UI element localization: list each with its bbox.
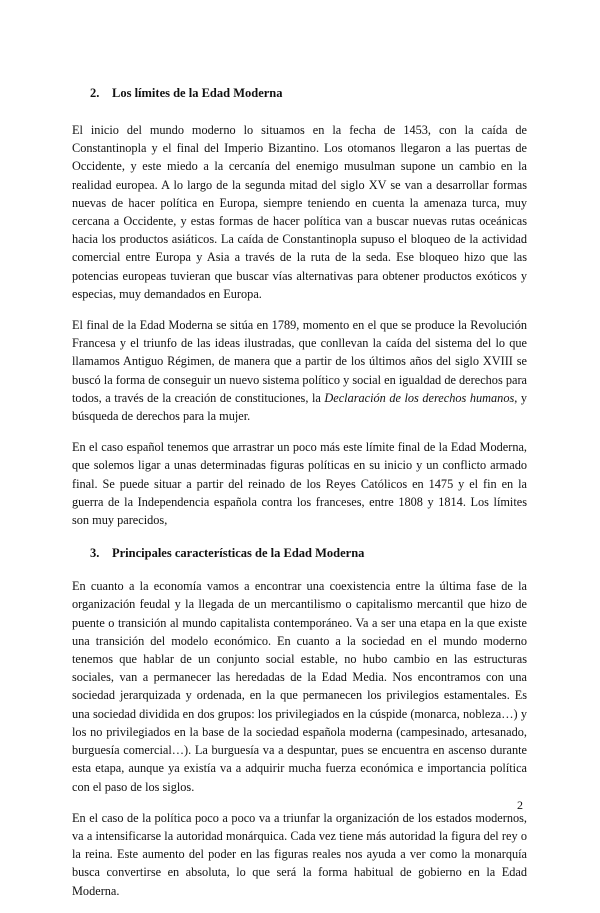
section-heading-characteristics <box>90 545 527 561</box>
section-title: Los límites de la Edad Moderna <box>112 86 283 100</box>
paragraph: En cuanto a la economía vamos a encontrar una coexistencia entre la última fase de la organización feudal y la llegada de un mercantilismo o capitalismo mercantil que hizo de puente o transición al mundo capitalista contemporáneo. Va a ser una etapa en la que existe una transición del modelo económico. En cuanto a la sociedad en el mundo moderno tenemos que hablar de un conjunto social estable, no hubo cambio en las estructuras sociales, van a permanecer las heredadas de la Edad Media. Nos encontramos con una sociedad jerarquizada y ordenada, en la que permanecen los privilegios estamentales. Es una sociedad dividida en dos grupos: los privilegiados en la cúspide (monarca, nobleza…) y los no privilegiados en la base de la sociedad española moderna (campesinado, artesanado, burguesía comercial…). La burguesía va a despuntar, pues se encuentra en ascenso durante esta etapa, aunque ya existía va a adquirir mucha fuerza económica e importancia política con el paso de los siglos. <box>72 579 527 794</box>
page-content <box>72 85 527 913</box>
italic-title: Declaración de los derechos humanos <box>324 390 515 405</box>
paragraph-text: El final de la Edad Moderna se sitúa en 1789, momento en el que se produce la Revolución Francesa y el triunfo de las ideas ilustradas, que conllevan la caída del sistema del lo que llamamos Antiguo Régimen, de manera que a partir de los últimos años del siglo XVIII se buscó la forma de conseguir un nuevo sistema político y social en igualdad de derechos para todos, a través de la creación de constituciones, la <box>72 318 527 405</box>
page-number: 2 <box>517 798 523 812</box>
section-number: 2. <box>90 86 100 100</box>
paragraph: En el caso español tenemos que arrastrar un poco más este límite final de la Edad Moderna, que solemos ligar a unas determinadas figuras políticas en su inicio y un conflicto armado final. Se puede situar a partir del reinado de los Reyes Católicos en 1475 y el fin en la guerra de la Independencia española contra los franceses, entre 1808 y 1814. Los límites son muy parecidos, <box>72 440 527 528</box>
paragraph: El inicio del mundo moderno lo situamos en la fecha de 1453, con la caída de Constantinopla y el final del Imperio Bizantino. Los otomanos llegaron a las puertas de Occidente, y este miedo a la cercanía del enemigo musulman supone un cambio en la realidad europea. A lo largo de la segunda mitad del siglo XV se van a desarrollar formas nuevas de hacer política en Europa, siempre teniendo en cuenta la amenaza turca, muy cercana a Occidente, y estas formas de hacer política van a buscar nuevas rutas oceánicas hacia los productos asiáticos. La caída de Constantinopla supuso el bloqueo de la actividad comercial entre Europa y Asia a través de la ruta de la seda. Ese bloqueo hizo que las potencias europeas tuvieran que buscar vías alternativas para obtener productos exóticos y especias, muy demandados en Europa. <box>72 123 527 301</box>
paragraph <box>72 316 527 425</box>
paragraph-text: , y búsqueda de derechos para la mujer. <box>72 390 528 424</box>
section-number: 3. <box>90 546 100 561</box>
section-heading-limits <box>90 85 527 101</box>
paragraph: En el caso de la política poco a poco va a triunfar la organización de los estados modernos, va a intensificarse la autoridad monárquica. Cada vez tiene más autoridad la figura del rey o la reina. Este aumento del poder en las figuras reales nos ayuda a ver como la monarquía busca convertirse en absoluta, lo que será la forma habitual de gobierno en la Edad Moderna. <box>72 810 527 898</box>
section-title: Principales características de la Edad Moderna <box>112 546 365 561</box>
